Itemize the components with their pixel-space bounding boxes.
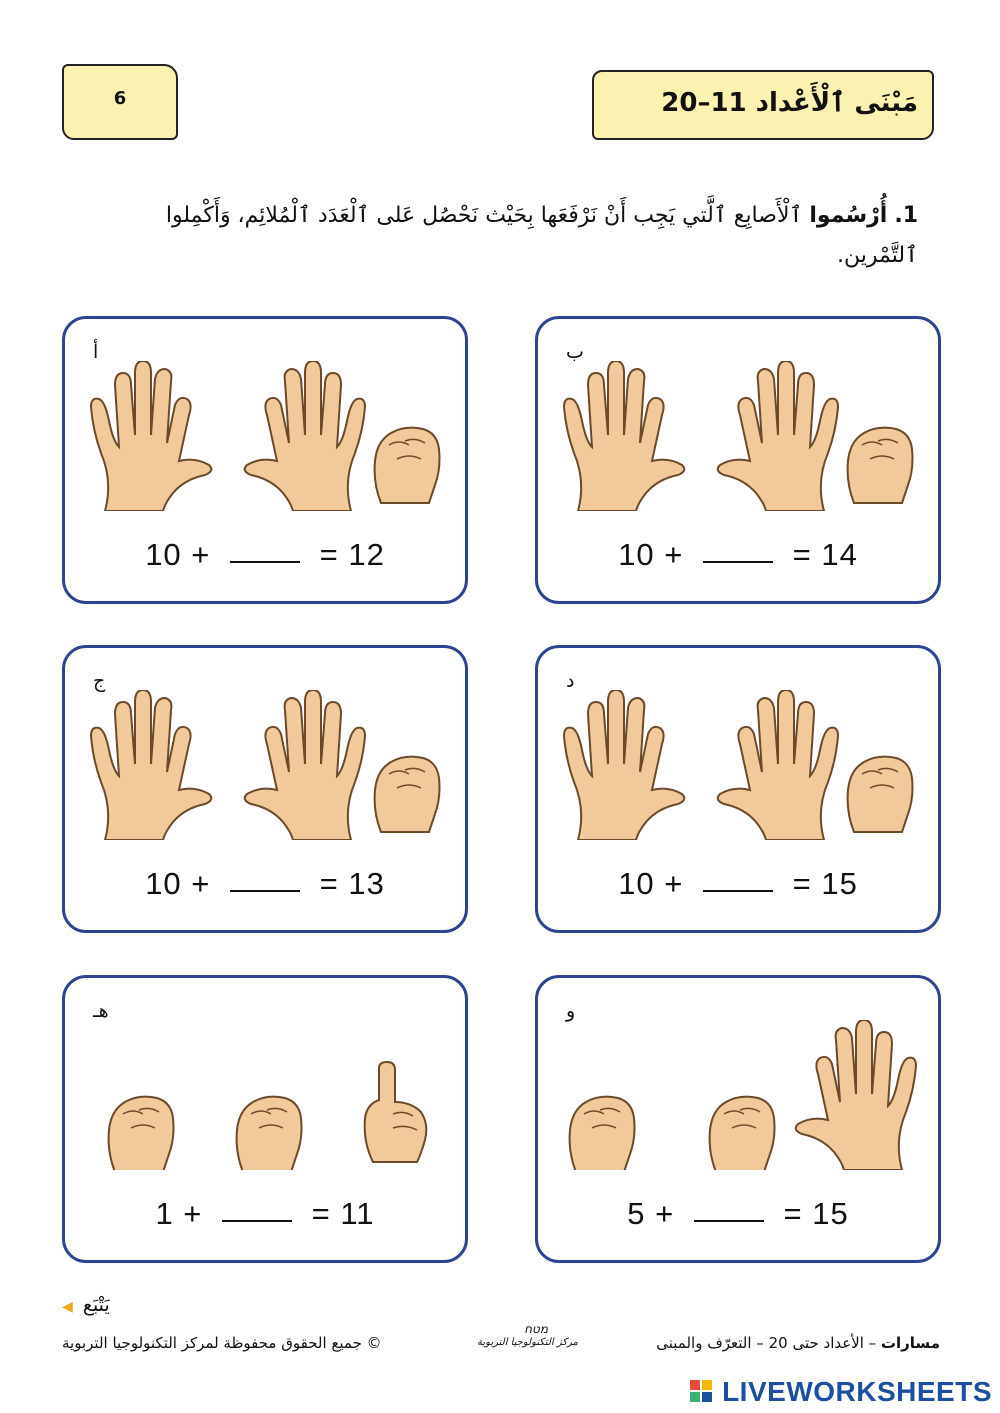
answer-blank[interactable]	[703, 890, 773, 892]
fist-icon	[848, 757, 913, 832]
exercise-instruction	[158, 196, 918, 276]
exercise-card-b	[535, 316, 941, 604]
equation-left: 10 +	[145, 866, 220, 901]
fist-icon	[375, 428, 440, 503]
card-letter: هـ	[93, 1000, 109, 1022]
fist-icon	[375, 757, 440, 832]
card-letter: د	[566, 670, 575, 692]
chapter-title: مَبْنَى ٱلْأَعْداد 11–20	[661, 88, 918, 118]
exercise-card-h	[62, 975, 468, 1263]
exercise-card-w	[535, 975, 941, 1263]
pointing-finger-icon	[365, 1062, 427, 1162]
open-hand-icon	[91, 361, 211, 511]
liveworksheets-logo-icon	[690, 1380, 712, 1402]
answer-blank[interactable]	[230, 561, 300, 563]
exercise-card-a	[62, 316, 468, 604]
equation-left: 10 +	[618, 537, 693, 572]
equation	[65, 866, 465, 902]
hands-illustration	[554, 1020, 924, 1170]
open-hand-icon	[245, 690, 365, 840]
equation-right: = 11	[302, 1196, 375, 1231]
publisher-name-arabic: مركز التكنولوجيا التربوية	[477, 1337, 578, 1348]
triangle-left-icon: ◀	[62, 1299, 73, 1315]
card-letter: ج	[93, 670, 106, 692]
hands-illustration	[81, 690, 451, 840]
instruction-text: ٱلْأَصابِع ٱلَّتي يَجِب أَنْ نَرْفَعَها بِحَيْث نَحْصُل عَلى ٱلْعَدَد ٱلْمُلائِم، وَأَكْمِلوا ٱلتَّمْرين.	[165, 203, 918, 268]
instruction-verb: أُرْسُموا	[809, 203, 888, 228]
equation	[538, 1196, 938, 1232]
fist-icon	[570, 1097, 635, 1170]
open-hand-icon	[718, 361, 838, 511]
open-hand-icon	[564, 361, 684, 511]
equation-left: 10 +	[618, 866, 693, 901]
equation	[538, 537, 938, 573]
answer-blank[interactable]	[694, 1220, 764, 1222]
equation-right: = 13	[310, 866, 385, 901]
page-number: 6	[113, 88, 127, 109]
liveworksheets-wordmark: LIVEWORKSHEETS	[722, 1376, 992, 1407]
fist-icon	[710, 1097, 775, 1170]
equation-left: 1 +	[155, 1196, 213, 1231]
exercise-card-d	[535, 645, 941, 933]
open-hand-icon	[245, 361, 365, 511]
equation-right: = 15	[773, 1196, 849, 1231]
publisher-name-hebrew: מטח	[524, 1322, 548, 1336]
liveworksheets-brand	[692, 1374, 992, 1408]
fist-icon	[237, 1097, 302, 1170]
equation	[538, 866, 938, 902]
fist-icon	[848, 428, 913, 503]
series-description: – الأعداد حتى 20 – التعرّف والمبنى	[656, 1334, 881, 1352]
answer-blank[interactable]	[703, 561, 773, 563]
card-letter: و	[566, 1000, 576, 1022]
hands-illustration	[554, 361, 924, 511]
open-hand-icon	[718, 690, 838, 840]
equation-right: = 12	[310, 537, 385, 572]
equation-right: = 14	[783, 537, 858, 572]
equation	[65, 1196, 465, 1232]
page-number-banner	[62, 64, 178, 140]
publisher-logo	[448, 1322, 578, 1352]
series-info	[656, 1334, 940, 1352]
equation-left: 5 +	[627, 1196, 684, 1231]
series-name: مسارات	[880, 1334, 940, 1352]
card-letter: ب	[566, 341, 584, 363]
open-hand-icon	[91, 690, 211, 840]
continue-indicator	[62, 1294, 110, 1316]
copyright-notice: © جميع الحقوق محفوظة لمركز التكنولوجيا التربوية	[62, 1334, 382, 1352]
equation-right: = 15	[783, 866, 858, 901]
hands-illustration	[81, 1020, 451, 1170]
card-letter: أ	[93, 341, 99, 363]
open-hand-icon	[564, 690, 684, 840]
hands-illustration	[554, 690, 924, 840]
equation	[65, 537, 465, 573]
answer-blank[interactable]	[222, 1220, 292, 1222]
exercise-number: 1.	[894, 203, 918, 228]
answer-blank[interactable]	[230, 890, 300, 892]
equation-left: 10 +	[145, 537, 220, 572]
open-hand-icon	[796, 1020, 916, 1170]
chapter-title-banner	[592, 70, 934, 140]
hands-illustration	[81, 361, 451, 511]
continue-label: يَتْبَع	[82, 1294, 110, 1316]
fist-icon	[109, 1097, 174, 1170]
exercise-card-c	[62, 645, 468, 933]
